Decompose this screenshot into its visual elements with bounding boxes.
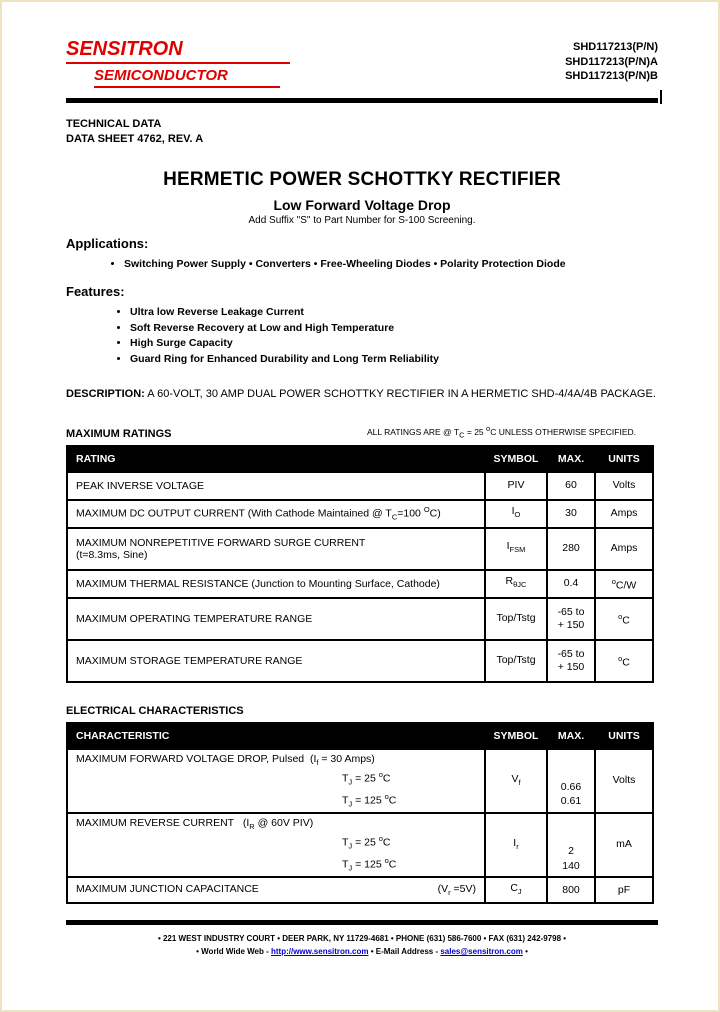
footer [66, 932, 658, 958]
feature-item: • High Surge Capacity [130, 336, 658, 352]
footer-text: • E-Mail Address - [368, 947, 441, 957]
table-row [67, 813, 653, 877]
technical-data-label: TECHNICAL DATA [66, 118, 162, 130]
table-header-row [67, 723, 653, 749]
max-cell: -65 to + 150 [547, 640, 595, 682]
test-condition: $T_J = 25$ $^o$C [342, 769, 391, 787]
footer-divider [66, 920, 658, 925]
characteristic-text: MAXIMUM REVERSE CURRENT ($I_R$ @ 60V PIV) [76, 816, 314, 831]
datasheet-number: DATA SHEET 4762, REV. A [66, 133, 204, 145]
rating-cell: MAXIMUM THERMAL RESISTANCE (Junction to Mounting Surface, Cathode) [67, 570, 485, 598]
suffix-note: Add Suffix "S" to Part Number for S-100 Screening. [248, 215, 476, 226]
part-number: SHD117213(P/N)A [565, 55, 658, 68]
units-cell: pF [595, 877, 653, 903]
footer-contact-line [66, 945, 658, 958]
units-cell: $^o$C/W [595, 570, 653, 598]
column-header-units: UNITS [595, 723, 653, 749]
brand-subname: SEMICONDUCTOR [94, 67, 280, 88]
symbol-cell: $V_f$ [485, 749, 547, 813]
column-header-symbol: SYMBOL [485, 723, 547, 749]
email-link[interactable]: sales@sensitron.com [440, 947, 523, 957]
footer-text: • World Wide Web - [196, 947, 271, 957]
electrical-characteristics-table [66, 722, 654, 905]
header-divider [66, 98, 658, 103]
symbol-cell: PIV [485, 472, 547, 500]
symbol-cell: $C_J$ [485, 877, 547, 903]
test-condition: $(V_r =5V)$ [437, 883, 476, 898]
description-text: A 60-VOLT, 30 AMP DUAL POWER SCHOTTKY RECTIFIER IN A HERMETIC SHD-4/4A/4B PACKAGE. [144, 388, 656, 400]
rating-cell: MAXIMUM NONREPETITIVE FORWARD SURGE CURRENT (t=8.3ms, Sine) [67, 528, 485, 570]
table-row [67, 570, 653, 598]
units-cell: $^o$C [595, 640, 653, 682]
max-value: 140 [562, 859, 580, 872]
symbol-cell: Top/Tstg [485, 640, 547, 682]
max-cell: 30 [547, 500, 595, 528]
table-row [67, 749, 653, 813]
characteristic-cell [67, 877, 485, 903]
max-value: 2 [568, 845, 574, 858]
applications-item: • Switching Power Supply • Converters • Free-Wheeling Diodes • Polarity Protection Diode [124, 257, 658, 272]
feature-item: • Soft Reverse Recovery at Low and High Temperature [130, 321, 658, 337]
units-cell: Amps [595, 500, 653, 528]
table-row [67, 877, 653, 903]
features-list [66, 305, 658, 367]
max-cell: 0.4 [547, 570, 595, 598]
table-row [67, 598, 653, 640]
test-condition: $T_J = 125$ $^o$C [342, 855, 397, 873]
max-cell: -65 to + 150 [547, 598, 595, 640]
features-heading: Features: [66, 284, 125, 299]
characteristic-text: MAXIMUM JUNCTION CAPACITANCE [76, 883, 259, 896]
document-meta [66, 117, 658, 147]
symbol-cell: $I_r$ [485, 813, 547, 877]
brand-name: SENSITRON [66, 38, 290, 64]
max-cell: 60 [547, 472, 595, 500]
table-row [67, 500, 653, 528]
rating-cell: PEAK INVERSE VOLTAGE [67, 472, 485, 500]
rating-cell: MAXIMUM OPERATING TEMPERATURE RANGE [67, 598, 485, 640]
maximum-ratings-table [66, 445, 654, 683]
table-row [67, 640, 653, 682]
column-header-units: UNITS [595, 446, 653, 472]
max-value: 0.61 [560, 795, 582, 808]
header [66, 2, 658, 88]
column-header-max: MAX. [547, 446, 595, 472]
feature-item: • Ultra low Reverse Leakage Current [130, 305, 658, 321]
description-label: DESCRIPTION: [66, 388, 145, 400]
max-cell [547, 749, 595, 813]
maximum-ratings-heading: MAXIMUM RATINGS [66, 427, 172, 440]
website-link[interactable]: http://www.sensitron.com [271, 947, 369, 957]
applications-list [66, 257, 658, 272]
symbol-cell: $R_{\theta JC}$ [485, 570, 547, 598]
footer-address-line: • 221 WEST INDUSTRY COURT • DEER PARK, NY 11729-4681 • PHONE (631) 586-7600 • FAX (631) 242-9798 • [157, 934, 567, 944]
column-header-max: MAX. [547, 723, 595, 749]
part-number-list [565, 38, 658, 88]
characteristic-text: MAXIMUM FORWARD VOLTAGE DROP, Pulsed ($I_f = 30$ Amps) [76, 752, 375, 767]
units-cell: Volts [595, 472, 653, 500]
characteristic-cell [67, 813, 485, 877]
test-condition: $T_J = 125$ $^o$C [342, 791, 397, 809]
units-cell: $^o$C [595, 598, 653, 640]
description-paragraph [66, 387, 658, 402]
maximum-ratings-header [66, 424, 658, 440]
max-cell [547, 813, 595, 877]
part-number: SHD117213(P/N)B [565, 70, 658, 82]
company-logo [66, 38, 290, 88]
units-cell: Volts [595, 749, 653, 813]
page-subtitle: Low Forward Voltage Drop [273, 197, 451, 213]
symbol-cell: $I_{FSM}$ [485, 528, 547, 570]
table-row [67, 472, 653, 500]
max-value: 0.66 [560, 780, 582, 793]
units-cell: Amps [595, 528, 653, 570]
footer-text: • [522, 947, 528, 957]
column-header-rating: RATING [67, 446, 485, 472]
rating-cell: MAXIMUM DC OUTPUT CURRENT (With Cathode Maintained @ $T_C=100$ $^O$C) [67, 500, 485, 528]
revision-change-bar [660, 90, 662, 104]
column-header-symbol: SYMBOL [485, 446, 547, 472]
electrical-characteristics-heading: ELECTRICAL CHARACTERISTICS [66, 704, 244, 717]
units-cell: mA [595, 813, 653, 877]
feature-item: • Guard Ring for Enhanced Durability and Long Term Reliability [130, 352, 658, 368]
ratings-condition-note: ALL RATINGS ARE @ $T_C = 25$ $^o$C UNLESS OTHERWISE SPECIFIED. [367, 424, 636, 440]
symbol-cell: $I_O$ [485, 500, 547, 528]
column-header-characteristic: CHARACTERISTIC [67, 723, 485, 749]
max-cell: 800 [547, 877, 595, 903]
characteristic-cell [67, 749, 485, 813]
table-header-row [67, 446, 653, 472]
test-condition: $T_J = 25$ $^o$C [342, 833, 391, 851]
title-block [66, 169, 658, 226]
rating-cell: MAXIMUM STORAGE TEMPERATURE RANGE [67, 640, 485, 682]
applications-heading: Applications: [66, 236, 149, 251]
max-cell: 280 [547, 528, 595, 570]
symbol-cell: Top/Tstg [485, 598, 547, 640]
page-title: HERMETIC POWER SCHOTTKY RECTIFIER [163, 169, 561, 190]
table-row [67, 528, 653, 570]
part-number: SHD117213(P/N) [573, 41, 658, 53]
